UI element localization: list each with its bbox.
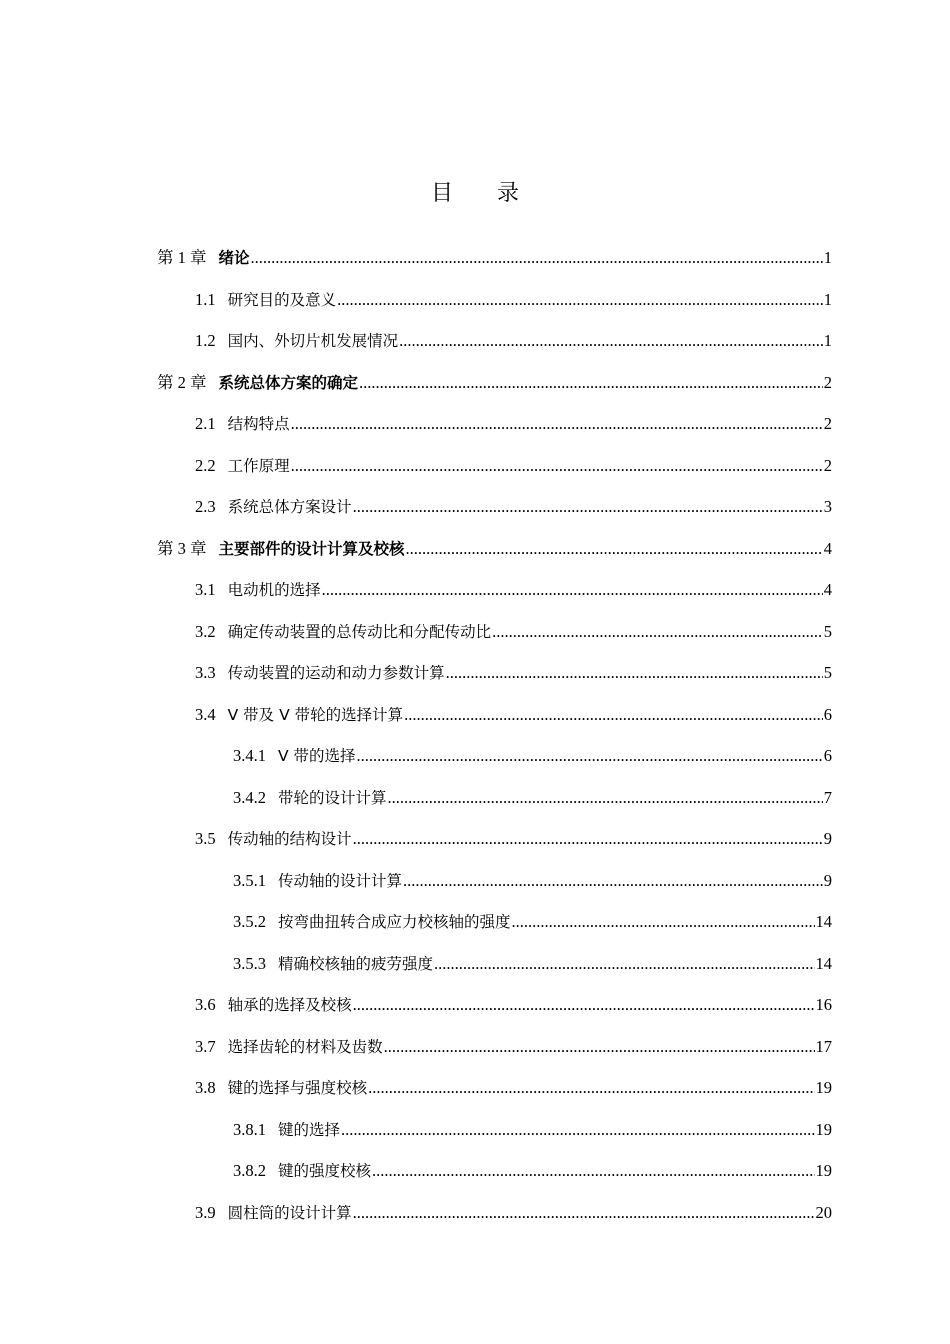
toc-section-entry[interactable] (195, 987, 832, 1015)
toc-page-number: 9 (823, 829, 832, 848)
toc-entry-number: 1.1 (195, 289, 216, 309)
toc-entry-number: 第 3 章 (157, 538, 207, 558)
toc-page-number: 5 (823, 621, 832, 641)
toc-section-entry[interactable] (195, 1029, 832, 1057)
toc-page-number: 19 (815, 1161, 832, 1180)
toc-section-entry[interactable] (195, 1070, 832, 1098)
toc-page-number: 6 (823, 746, 832, 765)
toc-dot-leader (291, 414, 823, 434)
toc-entry-number: 3.5 (195, 829, 216, 848)
toc-entry-title: 主要部件的设计计算及校核 (218, 539, 405, 558)
toc-entry-title: 研究目的及意义 (227, 290, 337, 309)
toc-entry-number: 3.9 (195, 1202, 216, 1222)
toc-entry-number: 3.8.1 (233, 1119, 266, 1139)
toc-entry-number: 3.4.2 (233, 787, 266, 807)
toc-dot-leader (446, 663, 823, 683)
toc-section-entry[interactable] (195, 282, 832, 310)
toc-section-entry[interactable] (195, 323, 832, 351)
toc-section-entry[interactable] (195, 614, 832, 642)
toc-section-entry[interactable] (233, 904, 832, 932)
toc-page-number: 5 (823, 663, 832, 682)
toc-page-number: 1 (823, 289, 832, 309)
toc-section-entry[interactable] (195, 572, 832, 600)
toc-page-number: 4 (823, 580, 832, 599)
toc-entry-title: 圆柱筒的设计计算 (227, 1203, 352, 1222)
toc-page-number: 7 (823, 787, 832, 807)
toc-dot-leader (353, 829, 823, 849)
toc-page-number: 17 (815, 1036, 832, 1056)
toc-dot-leader (357, 746, 823, 766)
toc-entry-number: 3.3 (195, 663, 216, 682)
toc-entry-number: 3.5.2 (233, 912, 266, 931)
toc-page-number: 20 (815, 1202, 832, 1222)
toc-entry-number: 3.5.1 (233, 870, 266, 890)
toc-dot-leader (434, 954, 814, 974)
toc-page-number: 14 (815, 953, 832, 973)
toc-page-number: 14 (815, 912, 832, 931)
toc-page-number: 19 (815, 1078, 832, 1097)
toc-entry-number: 3.8.2 (233, 1161, 266, 1180)
toc-dot-leader (353, 1203, 815, 1223)
toc-entry-title: 国内、外切片机发展情况 (227, 332, 399, 350)
toc-section-entry[interactable] (195, 448, 832, 476)
toc-page-number: 16 (815, 995, 832, 1014)
toc-entry-number: 3.8 (195, 1078, 216, 1097)
toc-page-number: 6 (823, 704, 832, 724)
toc-entry-number: 3.7 (195, 1036, 216, 1056)
toc-entry-number: 3.4 (195, 704, 216, 724)
toc-section-entry[interactable] (195, 406, 832, 434)
toc-dot-leader (251, 248, 823, 268)
toc-dot-leader (384, 1037, 815, 1057)
toc-entry-number: 3.6 (195, 995, 216, 1014)
toc-section-entry[interactable] (233, 738, 832, 766)
toc-dot-leader (512, 912, 815, 932)
toc-entry-title: 结构特点 (227, 415, 290, 433)
toc-dot-leader (403, 871, 823, 891)
toc-dot-leader (406, 539, 823, 559)
toc-dot-leader (353, 995, 815, 1015)
toc-entry-title: 确定传动装置的总传动比和分配传动比 (227, 622, 492, 641)
toc-chapter-entry[interactable] (157, 365, 832, 393)
toc-section-entry[interactable] (233, 1112, 832, 1140)
toc-section-entry[interactable] (195, 821, 832, 849)
toc-section-entry[interactable] (233, 946, 832, 974)
toc-entry-title: 精确校核轴的疲劳强度 (278, 954, 434, 973)
toc-title: 目录 (430, 181, 563, 206)
toc-section-entry[interactable] (195, 655, 832, 683)
toc-section-entry[interactable] (233, 863, 832, 891)
toc-entry-number: 2.1 (195, 414, 216, 433)
toc-page-number: 9 (823, 870, 832, 890)
toc-page-number: 4 (823, 538, 832, 558)
toc-entry-title: 传动装置的运动和动力参数计算 (227, 664, 445, 682)
toc-page-number: 2 (823, 372, 832, 392)
toc-page-number: 1 (823, 248, 832, 267)
toc-entry-title: 键的选择 (278, 1120, 341, 1139)
toc-entry-title: 系统总体方案设计 (227, 498, 352, 516)
toc-section-entry[interactable] (195, 697, 832, 725)
toc-dot-leader (372, 1161, 814, 1181)
toc-entry-title: 带轮的设计计算 (278, 788, 387, 807)
toc-dot-leader (359, 373, 823, 393)
toc-page-number: 2 (823, 455, 832, 475)
toc-dot-leader (388, 788, 823, 808)
toc-entry-number: 3.1 (195, 580, 216, 599)
toc-entry-title: 传动轴的结构设计 (227, 830, 352, 848)
toc-entry-title: 工作原理 (227, 456, 290, 475)
toc-chapter-entry[interactable] (157, 531, 832, 559)
toc-dot-leader (368, 1078, 814, 1098)
toc-entry-number: 3.4.1 (233, 746, 266, 765)
toc-dot-leader (353, 497, 823, 517)
toc-entry-title: 键的选择与强度校核 (227, 1079, 368, 1097)
toc-dot-leader (291, 456, 823, 476)
toc-dot-leader (337, 290, 823, 310)
toc-page-number: 3 (823, 497, 832, 516)
toc-dot-leader (404, 705, 823, 725)
toc-chapter-entry[interactable] (157, 240, 832, 268)
toc-entry-title: 绪论 (218, 249, 250, 267)
toc-entry-title: 传动轴的设计计算 (278, 871, 403, 890)
toc-dot-leader (399, 331, 823, 351)
toc-section-entry[interactable] (195, 489, 832, 517)
toc-entry-number: 2.3 (195, 497, 216, 516)
toc-entry-number: 第 2 章 (157, 372, 207, 392)
toc-page-number: 2 (823, 414, 832, 433)
toc-page-number: 1 (823, 331, 832, 350)
toc-entry-title: 系统总体方案的确定 (218, 373, 359, 392)
toc-dot-leader (492, 622, 823, 642)
toc-page-number: 19 (815, 1119, 832, 1139)
toc-dot-leader (322, 580, 823, 600)
toc-section-entry[interactable] (195, 1195, 832, 1223)
toc-entry-title: 选择齿轮的材料及齿数 (227, 1037, 383, 1056)
toc-entry-title: 按弯曲扭转合成应力校核轴的强度 (278, 913, 511, 931)
toc-entry-title: V 带及 V 带轮的选择计算 (227, 705, 404, 724)
toc-entry-title: 电动机的选择 (227, 581, 321, 599)
toc-section-entry[interactable] (233, 1153, 832, 1181)
toc-entry-number: 2.2 (195, 455, 216, 475)
toc-entry-title: 轴承的选择及校核 (227, 996, 352, 1014)
toc-dot-leader (341, 1120, 814, 1140)
toc-entry-title: V 带的选择 (278, 747, 356, 765)
toc-entry-number: 3.5.3 (233, 953, 266, 973)
toc-entry-title: 键的强度校核 (278, 1162, 372, 1180)
toc-section-entry[interactable] (233, 780, 832, 808)
toc-entry-number: 3.2 (195, 621, 216, 641)
toc-entry-number: 1.2 (195, 331, 216, 350)
toc-entry-number: 第 1 章 (157, 248, 207, 267)
